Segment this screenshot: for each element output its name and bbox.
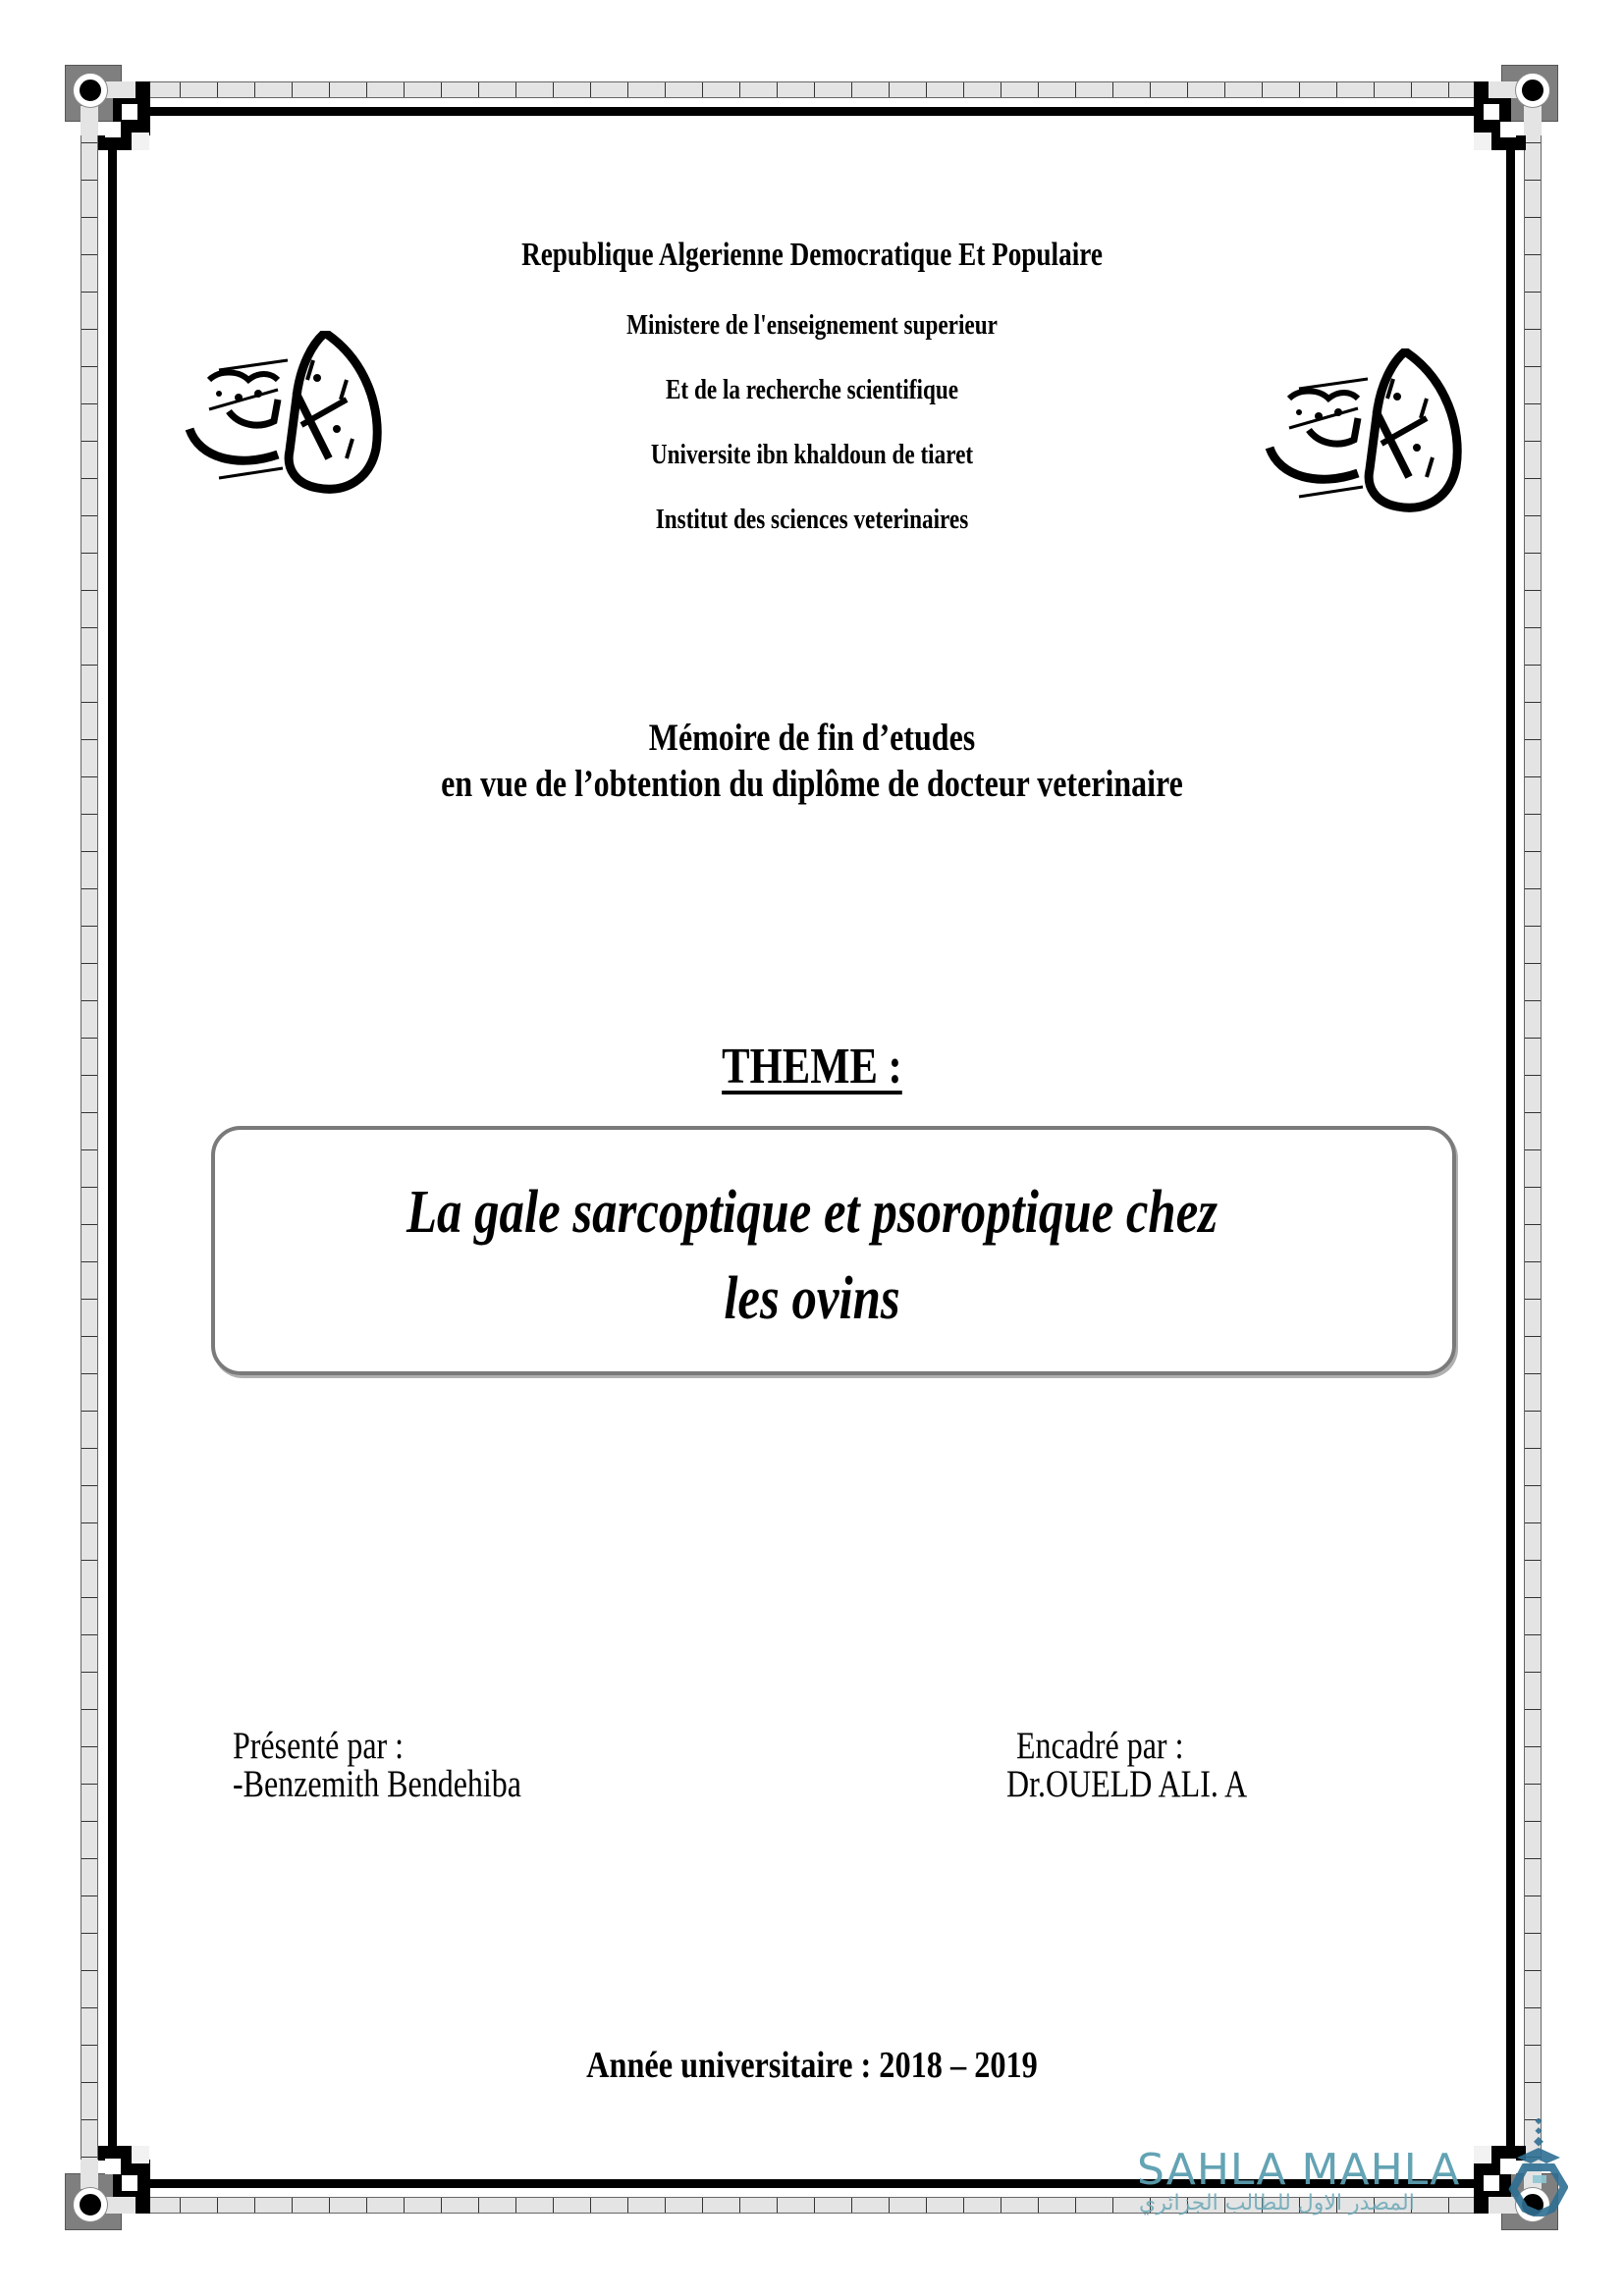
thesis-title-box [211, 1126, 1456, 1375]
corner-circle-icon [74, 2188, 107, 2221]
frame-left-line [108, 116, 117, 2179]
thesis-title-line-1: La gale sarcoptique et psoroptique chez [406, 1179, 1218, 1246]
corner-circle-icon [74, 74, 107, 107]
presented-by-label: Présenté par : [233, 1725, 405, 1767]
supervisor-name: Dr.OUELD ALI. A [1006, 1763, 1248, 1805]
watermark-title: SAHLA MAHLA [1137, 2145, 1461, 2195]
header-university: Universite ibn khaldoun de tiaret [650, 439, 974, 470]
header-ministry: Ministere de l'enseignement superieur [626, 309, 998, 341]
memoire-line-1: Mémoire de fin d’etudes [648, 717, 976, 759]
frame-top-line [116, 107, 1506, 116]
supervised-by-label: Encadré par : [1016, 1725, 1184, 1767]
memoire-line-2: en vue de l’obtention du diplôme de docteur veterinaire [441, 763, 1183, 805]
watermark-subtitle: المصدر الاول للطالب الجزائري [1139, 2191, 1415, 2216]
header-research: Et de la recherche scientifique [665, 374, 959, 405]
watermark-logo-icon [1507, 2118, 1568, 2216]
frame-right-line [1506, 116, 1515, 2179]
student-name: -Benzemith Bendehiba [233, 1763, 521, 1805]
header-institute: Institut des sciences veterinaires [655, 504, 969, 535]
header-republic: Republique Algerienne Democratique Et Populaire [521, 237, 1103, 273]
theme-label: THEME : [722, 1039, 902, 1095]
academic-year: Année universitaire : 2018 – 2019 [586, 2045, 1038, 2086]
thesis-title-line-2: les ovins [724, 1265, 900, 1332]
frame-right-strip [1524, 106, 1542, 2189]
frame-top-strip [106, 81, 1520, 98]
corner-circle-icon [1516, 74, 1549, 107]
frame-left-strip [81, 106, 98, 2189]
